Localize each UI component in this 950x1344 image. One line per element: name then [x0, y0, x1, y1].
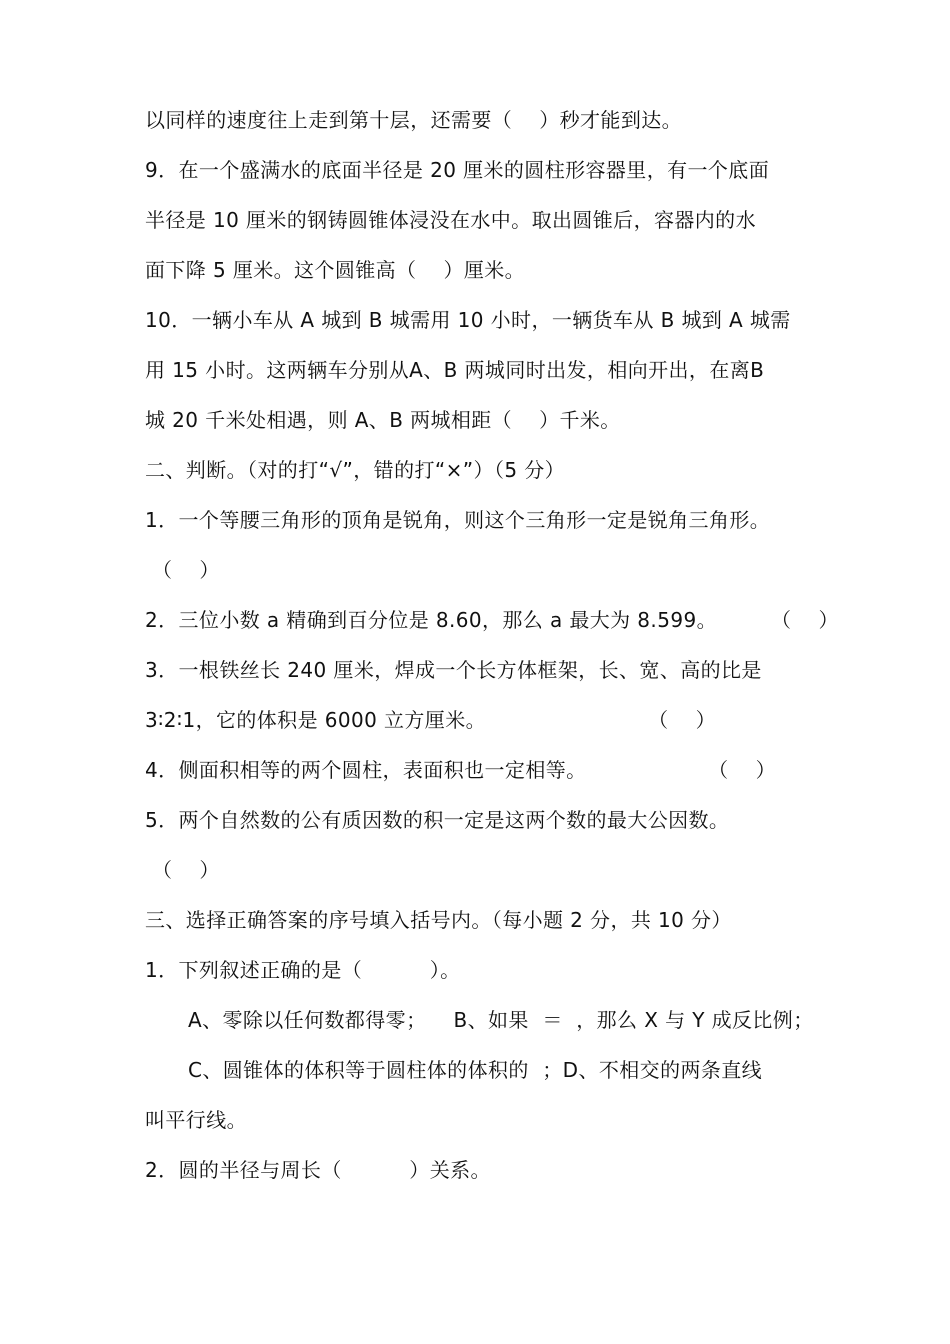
judge-1-answer-blank: （ ） [152, 558, 220, 582]
judge-4-text: 4．侧面积相等的两个圆柱，表面积也一定相等。 （ ） [145, 758, 776, 782]
question-10-line-1: 10．一辆小车从 A 城到 B 城需用 10 小时，一辆货车从 B 城到 A 城需 [145, 308, 791, 332]
section-2-heading: 二、判断。（对的打“√”，错的打“×”）（5 分） [145, 458, 566, 482]
choice-1-options-cd-continuation: 叫平行线。 [145, 1108, 247, 1132]
choice-1-options-cd: C、圆锥体的体积等于圆柱体的体积的 ；D、不相交的两条直线 [188, 1058, 763, 1082]
choice-1-options-ab: A、零除以任何数都得零； B、如果 ＝ ，那么 X 与 Y 成反比例； [188, 1008, 814, 1032]
question-10-line-3: 城 20 千米处相遇，则 A、B 两城相距（ ）千米。 [145, 408, 621, 432]
judge-3-line-2: 3∶2∶1，它的体积是 6000 立方厘米。 （ ） [145, 708, 717, 732]
section-3-heading: 三、选择正确答案的序号填入括号内。（每小题 2 分，共 10 分） [145, 908, 732, 932]
judge-3-line-1: 3．一根铁丝长 240 厘米，焊成一个长方体框架，长、宽、高的比是 [145, 658, 762, 682]
judge-1-text: 1．一个等腰三角形的顶角是锐角，则这个三角形一定是锐角三角形。 [145, 508, 771, 532]
question-8-continuation: 以同样的速度往上走到第十层，还需要（ ）秒才能到达。 [145, 108, 683, 132]
question-9-line-2: 半径是 10 厘米的钢铸圆锥体浸没在水中。取出圆锥后，容器内的水 [145, 208, 756, 232]
question-9-line-3: 面下降 5 厘米。这个圆锥高（ ）厘米。 [145, 258, 526, 282]
question-10-line-2: 用 15 小时。这两辆车分别从A、B 两城同时出发，相向开出，在离B [145, 358, 765, 382]
judge-2-text: 2．三位小数 a 精确到百分位是 8.60，那么 a 最大为 8.599。 （ ） [145, 608, 839, 632]
choice-1-stem: 1．下列叙述正确的是（ ）。 [145, 958, 461, 982]
judge-5-answer-blank: （ ） [152, 858, 220, 882]
question-9-line-1: 9．在一个盛满水的底面半径是 20 厘米的圆柱形容器里，有一个底面 [145, 158, 770, 182]
judge-5-text: 5．两个自然数的公有质因数的积一定是这两个数的最大公因数。 [145, 808, 730, 832]
choice-2-stem: 2．圆的半径与周长（ ）关系。 [145, 1158, 491, 1182]
